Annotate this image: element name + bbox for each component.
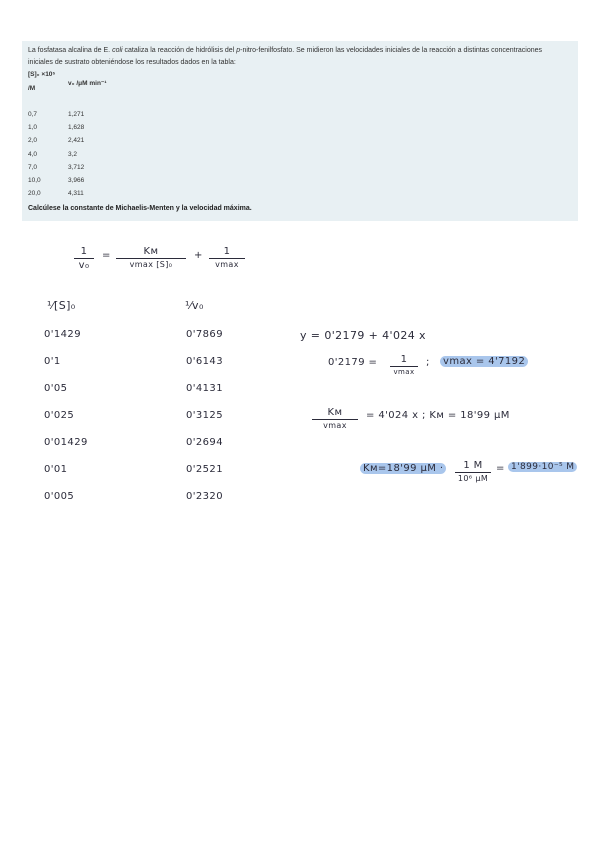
substrate-cell: 1,0 xyxy=(28,124,38,132)
substrate-cell: 10,0 xyxy=(28,177,41,184)
velocity-cell: 1,271 xyxy=(68,111,85,118)
inverse-substrate-value: 0'1429 xyxy=(44,329,81,340)
eq-term2-num: 1 xyxy=(223,246,231,257)
velocity-cell: 1,628 xyxy=(68,124,85,132)
conversion-den: 10⁶ μM xyxy=(457,474,489,483)
intercept-lhs: 0'2179 = xyxy=(328,357,378,368)
inverse-velocity-value: 0'4131 xyxy=(186,383,223,394)
problem-statement-box xyxy=(22,41,578,221)
inverse-substrate-value: 0'005 xyxy=(44,491,75,502)
eq-plus-sign: + xyxy=(194,250,203,261)
conversion-equals: = xyxy=(496,463,505,474)
semicolon: ; xyxy=(426,357,430,368)
intercept-fraction xyxy=(390,354,418,376)
inverse-substrate-value: 0'1 xyxy=(44,356,61,367)
problem-intro-text xyxy=(28,45,548,69)
intro-italic-coli: coli xyxy=(112,47,123,54)
inverse-velocity-value: 0'7869 xyxy=(186,329,223,340)
velocity-cell: 3,2 xyxy=(68,150,78,158)
fraction-bar xyxy=(74,258,94,259)
km-conversion-highlight: Kм=18'99 μM · xyxy=(360,463,446,474)
regression-equation: y = 0'2179 + 4'024 x xyxy=(300,329,426,342)
inverse-velocity-value: 0'6143 xyxy=(186,356,223,367)
slope-fraction xyxy=(312,407,358,430)
inverse-velocity-value: 0'3125 xyxy=(186,410,223,421)
inverse-velocity-header: ¹⁄v₀ xyxy=(185,299,204,312)
table-header-substrate: [S]₀ ×10⁵ xyxy=(28,71,56,78)
km-result-highlight: 1'899·10⁻⁵ M xyxy=(508,462,577,472)
intercept-den: vmax xyxy=(393,368,415,376)
fraction-bar xyxy=(312,419,358,420)
table-header-substrate-unit: /M xyxy=(28,85,36,92)
table-header-velocity: v₀ /μM min⁻¹ xyxy=(68,80,107,87)
fraction-bar xyxy=(455,472,491,473)
conversion-num: 1 M xyxy=(463,460,483,471)
slope-num: Kм xyxy=(327,407,343,418)
eq-lhs-den: v₀ xyxy=(78,260,90,271)
fraction-bar xyxy=(390,366,418,367)
eq-term2-den: vmax xyxy=(215,260,239,269)
vmax-result-highlight: vmax = 4'7192 xyxy=(440,356,528,367)
velocity-cell: 3,966 xyxy=(68,177,85,184)
substrate-cell: 20,0 xyxy=(28,190,41,198)
inverse-velocity-value: 0'2320 xyxy=(186,491,223,502)
inverse-substrate-value: 0'05 xyxy=(44,383,68,394)
substrate-cell: 2,0 xyxy=(28,137,38,145)
eq-term1-fraction xyxy=(116,246,186,269)
velocity-cell: 2,421 xyxy=(68,137,85,145)
fraction-bar xyxy=(116,258,186,259)
eq-lhs-num: 1 xyxy=(80,246,88,257)
substrate-cell: 7,0 xyxy=(28,163,38,171)
inverse-substrate-value: 0'025 xyxy=(44,410,75,421)
eq-term1-den: vmax [S]₀ xyxy=(129,260,173,269)
velocity-cell: 3,712 xyxy=(68,163,85,171)
intro-part-2: cataliza la reacción de hidrólisis del xyxy=(122,47,237,54)
inverse-substrate-header: ¹⁄[S]₀ xyxy=(47,299,76,312)
unit-conversion-fraction xyxy=(455,460,491,483)
slope-den: vmax xyxy=(323,421,347,430)
inverse-substrate-value: 0'01 xyxy=(44,464,68,475)
velocity-cell: 4,311 xyxy=(68,190,84,198)
fraction-bar xyxy=(209,258,245,259)
eq-term2-fraction xyxy=(209,246,245,269)
intercept-num: 1 xyxy=(400,354,408,365)
problem-question xyxy=(28,205,252,212)
intro-part-3: -nitro-fenilfosfato. Se midieron las velocidades iniciales de la reacción a distintas concentraciones iniciales de sustrato obteniéndose los resultados dados en la tabla: xyxy=(28,47,543,66)
eq-lhs-fraction xyxy=(74,246,94,271)
substrate-cell: 4,0 xyxy=(28,150,38,158)
intro-italic-p: p xyxy=(236,47,241,54)
inverse-velocity-value: 0'2521 xyxy=(186,464,223,475)
question-text: Calcúlese la constante de Michaelis-Menten y la velocidad máxima. xyxy=(28,205,252,212)
inverse-velocity-value: 0'2694 xyxy=(186,437,223,448)
substrate-cell: 0,7 xyxy=(28,111,38,118)
inverse-substrate-value: 0'01429 xyxy=(44,437,88,448)
slope-equation-km: = 4'024 x ; Kм = 18'99 μM xyxy=(366,410,510,421)
eq-equals-sign: = xyxy=(102,250,111,261)
intro-part-1: La fosfatasa alcalina de E. xyxy=(28,47,113,54)
eq-term1-num: Kм xyxy=(143,246,159,257)
